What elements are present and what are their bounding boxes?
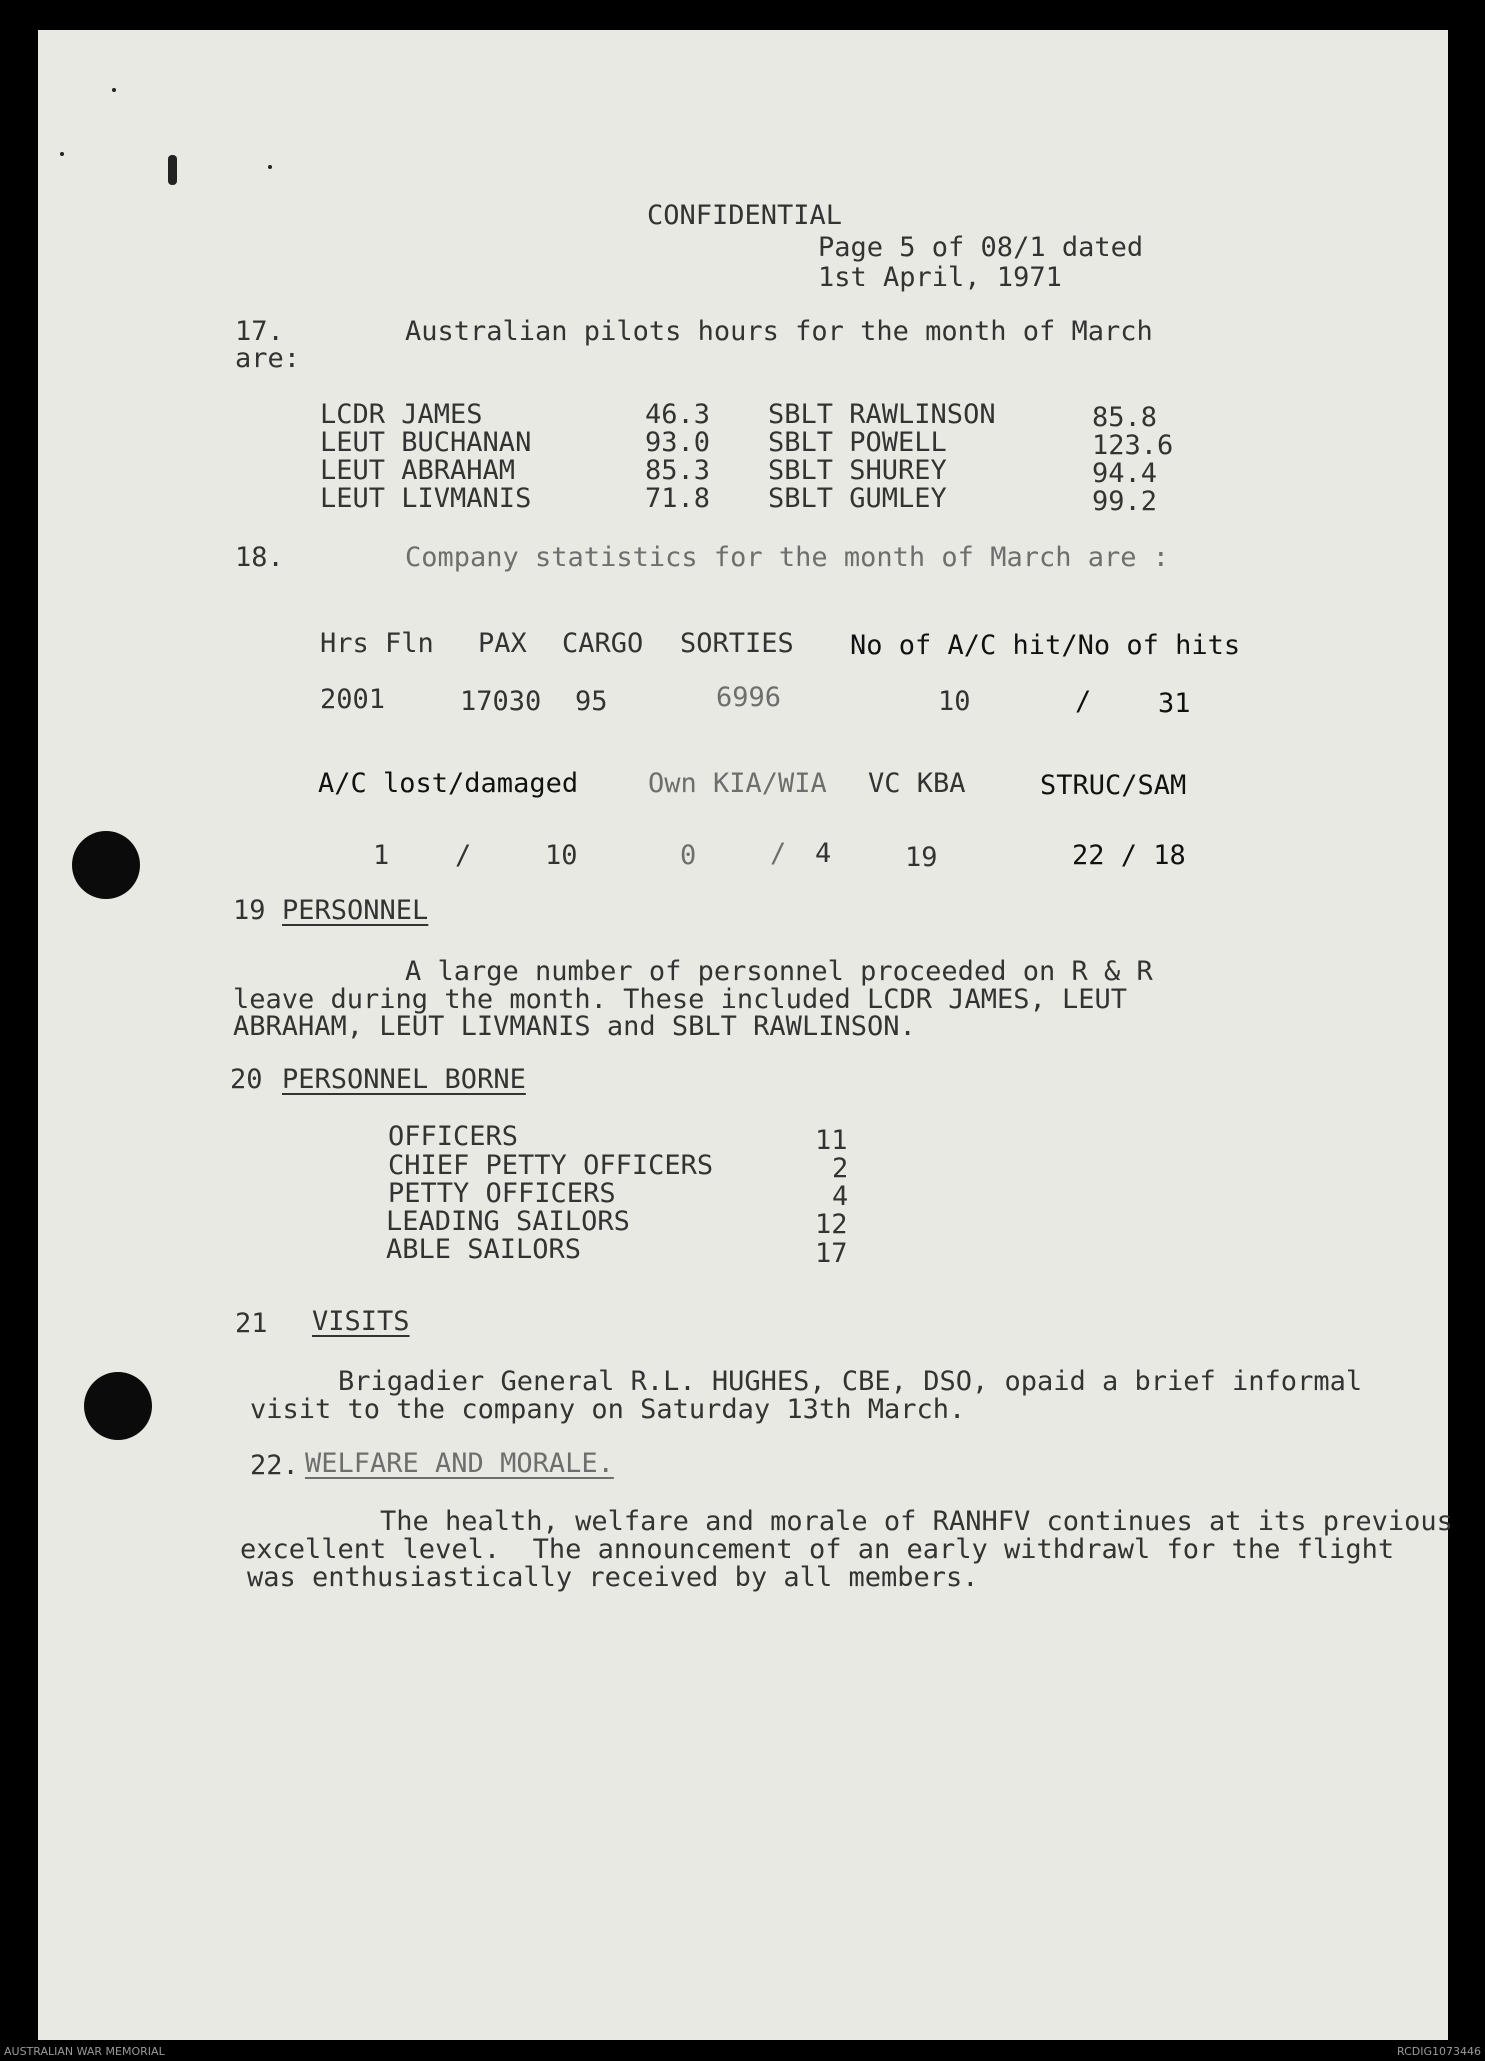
stat-header: No of A/C hit/No of hits [850,630,1241,661]
pilot-name: LEUT ABRAHAM [320,455,516,486]
pilot-name: SBLT POWELL [768,427,947,458]
punch-hole-bottom [84,1372,152,1440]
pilot-hours: 71.8 [645,483,711,514]
pilot-hours: 99.2 [1092,486,1158,517]
document-date: 1st April, 1971 [818,262,1062,293]
personnel-count: 11 [815,1125,848,1156]
section-20-number: 20 [230,1064,263,1095]
stat-value: 1 [373,840,390,871]
personnel-count: 2 [832,1153,849,1184]
section-19-line: A large number of personnel proceeded on R & R [405,956,1153,987]
section-18-number: 18. [235,542,284,573]
stat-value: 31 [1158,688,1191,719]
footer-record-id: RCDIG1073446 [1396,2045,1481,2058]
section-19-line: ABRAHAM, LEUT LIVMANIS and SBLT RAWLINSON. [233,1011,916,1042]
footer-credit: AUSTRALIAN WAR MEMORIAL [4,2045,165,2058]
pilot-hours: 94.4 [1092,458,1158,489]
section-18-intro: Company statistics for the month of March are : [405,542,1170,573]
personnel-label: ABLE SAILORS [386,1234,582,1265]
personnel-label: PETTY OFFICERS [388,1178,616,1209]
section-22-number: 22. [250,1450,299,1481]
stat-header: PAX [478,628,527,659]
stat-value: 10 [938,686,971,717]
stat-header: A/C lost/damaged [318,768,579,799]
section-17-number: 17. [235,316,284,347]
punch-hole-top [72,831,140,899]
pilot-hours: 46.3 [645,399,711,430]
section-22-line: was enthusiastically received by all members. [247,1562,979,1593]
pilot-hours: 93.0 [645,427,711,458]
section-19-number: 19 [233,895,266,926]
pilot-hours: 123.6 [1092,430,1174,461]
personnel-label: LEADING SAILORS [386,1206,630,1237]
section-19-title: PERSONNEL [282,895,429,926]
stat-header: VC KBA [868,768,966,799]
stat-header: STRUC/SAM [1040,770,1187,801]
stat-value: 6996 [716,682,782,713]
section-21-number: 21 [235,1308,268,1339]
stat-value: 10 [545,840,578,871]
personnel-label: OFFICERS [388,1121,519,1152]
stat-value: 17030 [460,686,542,717]
section-21-line: visit to the company on Saturday 13th March. [250,1394,966,1425]
stat-value: / [1075,686,1092,717]
staple-mark [168,155,177,185]
personnel-count: 4 [832,1181,849,1212]
section-22-line: excellent level. The announcement of an early withdrawl for the flight [240,1534,1395,1565]
stat-value: / [770,838,787,869]
pilot-name: LCDR JAMES [320,399,483,430]
pilot-name: SBLT GUMLEY [768,483,947,514]
stat-header: Hrs Fln [320,628,434,659]
pilot-name: SBLT SHUREY [768,455,947,486]
stat-value: 0 [680,840,697,871]
stat-value: 19 [905,842,938,873]
section-17-intro-cont: are: [235,343,301,374]
pilot-name: SBLT RAWLINSON [768,399,996,430]
section-22-line: The health, welfare and morale of RANHFV continues at its previous [380,1506,1453,1537]
stat-header: SORTIES [680,628,794,659]
stat-header: CARGO [562,628,644,659]
stat-value: 22 / 18 [1072,840,1186,871]
page-reference: Page 5 of 08/1 dated [818,232,1144,263]
personnel-count: 12 [815,1209,848,1240]
classification-heading: CONFIDENTIAL [647,200,843,231]
section-19-line: leave during the month. These included LCDR JAMES, LEUT [233,984,1128,1015]
stat-value: / [455,840,472,871]
stat-value: 95 [575,686,608,717]
section-21-title: VISITS [312,1306,410,1337]
stat-value: 2001 [320,684,386,715]
section-22-title: WELFARE AND MORALE. [305,1448,614,1479]
pilot-name: LEUT LIVMANIS [320,483,532,514]
pilot-hours: 85.3 [645,455,711,486]
personnel-count: 17 [815,1238,848,1269]
section-21-line: Brigadier General R.L. HUGHES, CBE, DSO, opaid a brief informal [338,1366,1363,1397]
pilot-hours: 85.8 [1092,402,1158,433]
stat-header: Own KIA/WIA [648,768,827,799]
section-17-intro: Australian pilots hours for the month of March [405,316,1153,347]
section-20-title: PERSONNEL BORNE [282,1064,526,1095]
personnel-label: CHIEF PETTY OFFICERS [388,1150,714,1181]
stat-value: 4 [815,838,832,869]
pilot-name: LEUT BUCHANAN [320,427,532,458]
